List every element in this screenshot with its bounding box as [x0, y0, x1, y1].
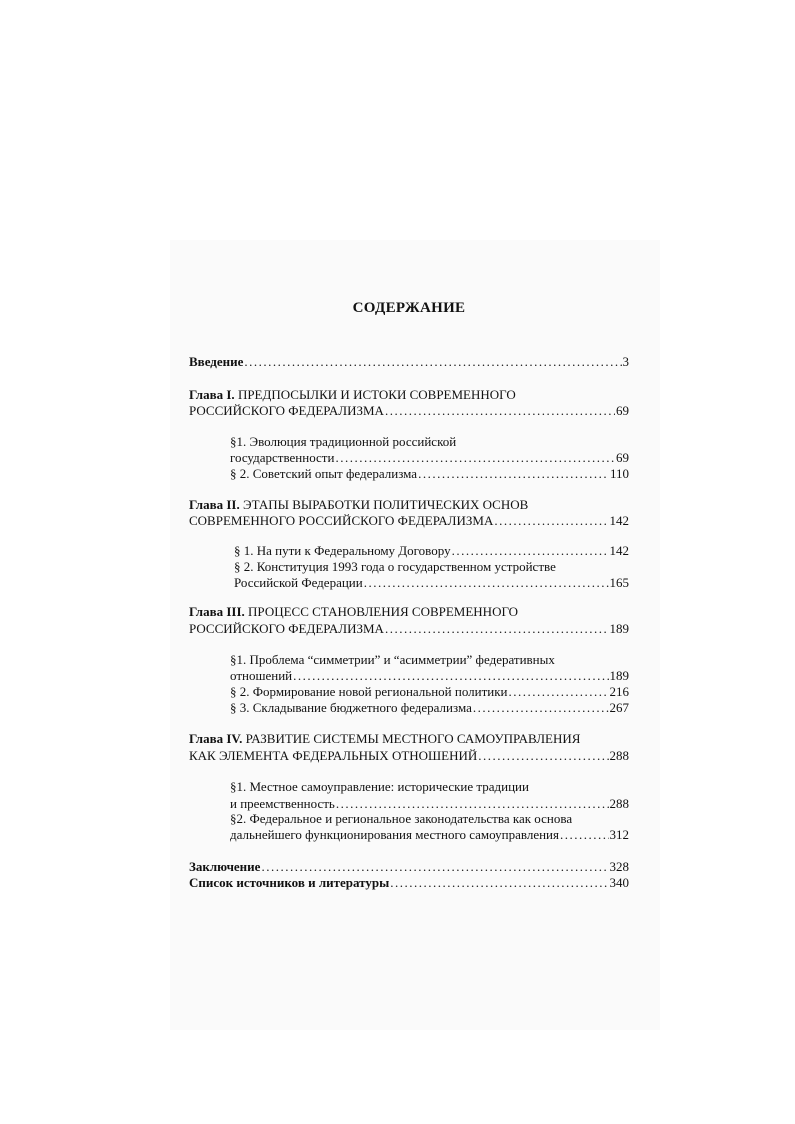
toc-label: § 1. На пути к Федеральному Договору — [234, 543, 451, 558]
chapter-2-title-line1 — [189, 497, 528, 513]
toc-label: РОССИЙСКОГО ФЕДЕРАЛИЗМА — [189, 621, 384, 636]
toc-page-number: 165 — [609, 575, 629, 590]
toc-entry-section-3-3 — [230, 700, 629, 716]
toc-entry-section-2-1 — [234, 543, 629, 559]
leader-dots — [560, 827, 609, 843]
toc-label: § 2. Формирование новой региональной политики — [230, 684, 508, 699]
chapter-3-title-line1 — [189, 604, 518, 620]
toc-entry-chapter-1 — [189, 403, 629, 419]
leader-dots — [390, 875, 608, 891]
chapter-label: Глава IV. — [189, 731, 243, 746]
toc-page-number: 3 — [622, 354, 629, 369]
section-3-1-line1: §1. Проблема “симметрии” и “асимметрии” федеративных — [230, 652, 555, 667]
toc-label: Список источников и литературы — [189, 875, 390, 890]
leader-dots — [364, 575, 609, 591]
toc-page-number: 267 — [609, 700, 629, 715]
leader-dots — [336, 796, 609, 812]
toc-label: Российской Федерации — [234, 575, 363, 590]
toc-page-number: 312 — [609, 827, 629, 842]
chapter-title: РАЗВИТИЕ СИСТЕМЫ МЕСТНОГО САМОУПРАВЛЕНИЯ — [245, 731, 581, 746]
leader-dots — [509, 684, 609, 700]
toc-label: § 3. Складывание бюджетного федерализма — [230, 700, 472, 715]
toc-label: отношений — [230, 668, 293, 683]
toc-label: дальнейшего функционирования местного самоуправления — [230, 827, 559, 842]
toc-page-number: 142 — [609, 513, 629, 528]
toc-page-number: 340 — [609, 875, 629, 890]
toc-entry-intro — [189, 354, 629, 370]
toc-entry-section-1-2 — [230, 466, 629, 482]
leader-dots — [418, 466, 609, 482]
toc-label: СОВРЕМЕННОГО РОССИЙСКОГО ФЕДЕРАЛИЗМА — [189, 513, 494, 528]
toc-page-number: 110 — [609, 466, 629, 481]
leader-dots — [494, 513, 608, 529]
toc-label: Введение — [189, 354, 244, 369]
chapter-title: ПРЕДПОСЫЛКИ И ИСТОКИ СОВРЕМЕННОГО — [237, 387, 516, 402]
toc-entry-chapter-3 — [189, 621, 629, 637]
toc-entry-section-3-2 — [230, 684, 629, 700]
chapter-1-title-line1 — [189, 387, 516, 403]
page-title: СОДЕРЖАНИЕ — [352, 300, 466, 316]
toc-page-number: 69 — [616, 403, 629, 418]
leader-dots — [261, 859, 608, 875]
toc-page-number: 189 — [609, 621, 629, 636]
chapter-label: Глава II. — [189, 497, 240, 512]
toc-entry-section-3-1 — [230, 668, 629, 684]
leader-dots — [478, 748, 608, 764]
toc-label: § 2. Советский опыт федерализма — [230, 466, 418, 481]
toc-page-number: 328 — [609, 859, 629, 874]
toc-label: КАК ЭЛЕМЕНТА ФЕДЕРАЛЬНЫХ ОТНОШЕНИЙ — [189, 748, 478, 763]
section-1-1-line1: §1. Эволюция традиционной российской — [230, 434, 457, 449]
leader-dots — [385, 403, 615, 419]
toc-page-number: 189 — [609, 668, 629, 683]
toc-entry-chapter-4 — [189, 748, 629, 764]
chapter-title: ПРОЦЕСС СТАНОВЛЕНИЯ СОВРЕМЕННОГО — [248, 604, 519, 619]
toc-label: и преемственность — [230, 796, 335, 811]
toc-page-number: 142 — [609, 543, 629, 558]
chapter-4-title-line1 — [189, 731, 580, 747]
toc-page-number: 216 — [609, 684, 629, 699]
toc-entry-chapter-2 — [189, 513, 629, 529]
toc-entry-section-4-2 — [230, 827, 629, 843]
toc-page-number: 288 — [609, 748, 629, 763]
leader-dots — [385, 621, 609, 637]
toc-entry-conclusion — [189, 859, 629, 875]
toc-page-number: 288 — [609, 796, 629, 811]
toc-entry-sources — [189, 875, 629, 891]
chapter-label: Глава III. — [189, 604, 245, 619]
toc-page-number: 69 — [616, 450, 629, 465]
toc-label: Заключение — [189, 859, 261, 874]
toc-label: РОССИЙСКОГО ФЕДЕРАЛИЗМА — [189, 403, 384, 418]
section-4-2-line1: §2. Федеральное и региональное законодательства как основа — [230, 811, 573, 826]
leader-dots — [473, 700, 609, 716]
chapter-title: ЭТАПЫ ВЫРАБОТКИ ПОЛИТИЧЕСКИХ ОСНОВ — [243, 497, 529, 512]
section-4-1-line1: §1. Местное самоуправление: исторические традиции — [230, 779, 529, 794]
toc-label: государственности — [230, 450, 335, 465]
leader-dots — [452, 543, 609, 559]
toc-entry-section-2-2 — [234, 575, 629, 591]
chapter-label: Глава I. — [189, 387, 235, 402]
toc-entry-section-4-1 — [230, 796, 629, 812]
section-2-2-line1: § 2. Конституция 1993 года о государственном устройстве — [234, 559, 556, 574]
leader-dots — [293, 668, 608, 684]
leader-dots — [244, 354, 621, 370]
toc-entry-section-1-1 — [230, 450, 629, 466]
leader-dots — [335, 450, 615, 466]
